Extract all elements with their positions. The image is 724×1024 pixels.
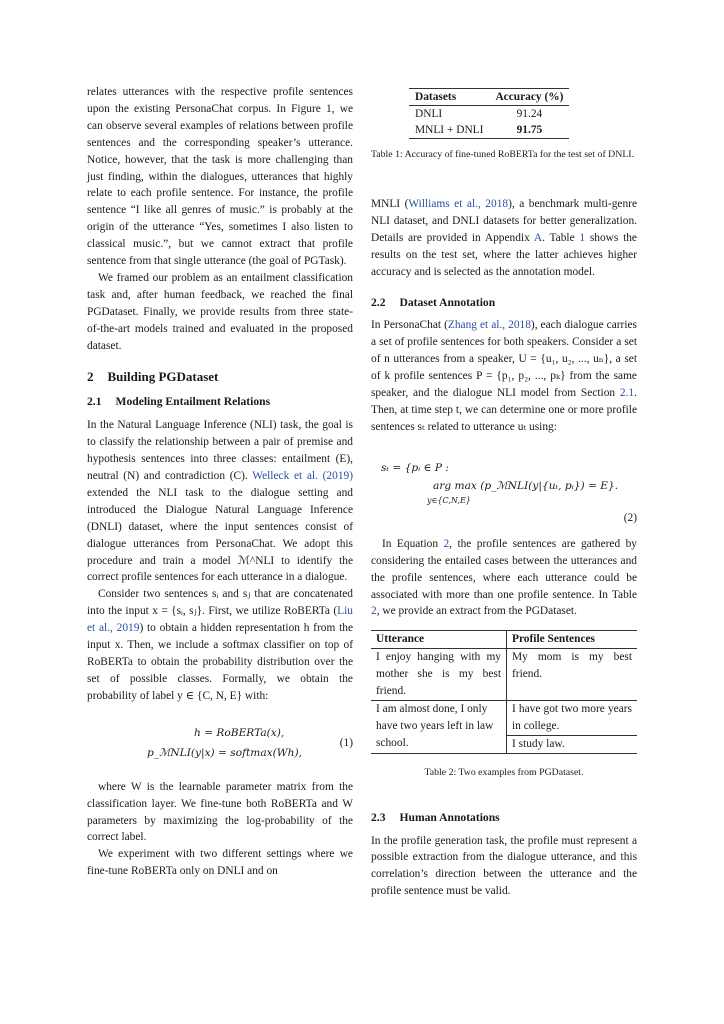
- text-run: ) to obtain a hidden representation h from the input x. Then, we include a softmax classifier on top of RoBERTa to obtain the probability distribution over the set of possible classes. Formally, we obtain the probability of label y ∈ {C, N, E} with:: [87, 622, 353, 702]
- equation-link[interactable]: 2: [443, 537, 450, 550]
- profile-cell: [507, 700, 638, 753]
- equation-line: p_ℳNLI(y|x) = softmax(Wh),: [147, 746, 302, 759]
- table-cell: DNLI: [415, 108, 443, 120]
- paragraph-roberta: [87, 586, 353, 704]
- subsection-number: 2.3: [371, 810, 386, 824]
- profile-cell: My mom is my best friend.: [507, 649, 638, 701]
- utterance-cell: [371, 700, 507, 753]
- table-header-cell: Accuracy (%): [489, 89, 569, 106]
- citation-link[interactable]: Liu et al., 2019: [87, 605, 353, 635]
- text-run: shows the results on the test set, where the latter achieves higher accuracy and is selected as the annotation model.: [371, 231, 637, 278]
- subsection-heading-2-2: [371, 295, 637, 312]
- table-row: [371, 700, 637, 753]
- equation-line: sₜ = {pᵢ ∈ P :: [381, 461, 449, 474]
- table-1-caption: Table 1: Accuracy of fine-tuned RoBERTa for the test set of DNLI.: [371, 149, 635, 160]
- table-link[interactable]: 2: [371, 605, 377, 618]
- utterance-cell: I enjoy hanging with my mother she is my best friend.: [371, 649, 507, 701]
- table-cell: 91.75: [489, 122, 569, 139]
- equation-line: h = RoBERTa(x),: [194, 726, 285, 739]
- subsection-title: Modeling Entailment Relations: [115, 395, 271, 409]
- text-run: In Equation: [382, 537, 444, 550]
- appendix-link[interactable]: A: [533, 231, 543, 244]
- text-run: In PersonaChat (: [371, 319, 448, 332]
- section-heading-2: [87, 369, 353, 386]
- table-header-cell: Utterance: [371, 631, 507, 649]
- equation-2: [371, 460, 637, 524]
- text-run: Consider two sentences sᵢ and sⱼ that are concatenated into the input x = {sᵢ, sⱼ}. First, we utilize RoBERTa (: [87, 588, 353, 618]
- text-run: extended the NLI task to the dialogue setting and introduced the Dialogue Natural Language Inference (DNLI) dataset, where the input sentences consist of dialogue utterances from PersonaChat. We adopt this procedure and train a model ℳ^NLI to identify the correct profile sentences for each utterance in a dialogue.: [87, 486, 353, 584]
- subsection-heading-2-1: [87, 394, 353, 411]
- table-header-row: [371, 631, 637, 649]
- profile-text: I study law.: [512, 737, 565, 750]
- text-run: . Then, at time step t, we can determine one or more profile sentences sₜ related to utterance uₜ using:: [371, 387, 637, 433]
- equation-number: (2): [623, 511, 637, 524]
- utterance-text: I am almost done, I only have two years left in law school.: [376, 702, 494, 749]
- paragraph-finetune: where W is the learnable parameter matrix from the classification layer. We fine-tune both RoBERTa and W parameters by maximizing the log-probability of the correct label.: [87, 780, 353, 844]
- paragraph-framing: We framed our problem as an entailment classification task and, after human feedback, we reached the final PGDataset. Finally, we provide results from three state-of-the-art models trained and evaluated in the proposed dataset.: [87, 271, 353, 352]
- subsection-number: 2.1: [87, 395, 102, 409]
- table-2-caption: Table 2: Two examples from PGDataset.: [424, 766, 584, 778]
- equation-number: (1): [339, 736, 353, 749]
- paragraph-intro: relates utterances with the respective profile sentences upon the existing PersonaChat corpus. In Figure 1, we can observe several examples of relations between profile sentences and the corresponding speaker’s utterance. Notice, however, that the task is more challenging than just finding, within the dialogues, utterances that highly relate to each profile sentence. For instance, the profile sentence “I like all genres of music.” is probably at the origin of the utterance “Yes, sometimes I also listen to classical music.”, but we cannot extract that profile sentence from that single utterance (the goal of PGTask).: [87, 86, 353, 268]
- subsection-title: Human Annotations: [399, 810, 500, 824]
- equation-subscript: y∈{C,N,E}: [427, 495, 471, 505]
- text-run: . Table: [542, 231, 580, 244]
- table-1: [409, 88, 569, 139]
- text-run: MNLI (: [371, 198, 409, 210]
- text-run: , the profile sentences are gathered by considering the entailed cases between the utterances and the profile sentences, where each utterance could be associated with more than one profile sentence. In Table: [371, 537, 637, 601]
- paragraph-equation-2: [371, 536, 637, 621]
- table-row: [371, 649, 637, 701]
- citation-link[interactable]: Welleck et al. (2019): [252, 470, 353, 483]
- profile-text: I have got two more years in college.: [507, 701, 637, 736]
- table-row: [409, 106, 569, 123]
- right-column: [371, 148, 637, 900]
- table-cell: 91.24: [516, 108, 543, 120]
- subsection-number: 2.2: [371, 295, 386, 309]
- left-column: [87, 84, 353, 880]
- table-cell: MNLI + DNLI: [409, 122, 489, 139]
- subsection-title: Dataset Annotation: [399, 295, 496, 309]
- paragraph-human-annotations: In the profile generation task, the profile must represent a possible extraction from the dialogue utterance, and this correlation’s direction between the utterance and the profile sentence must be valid.: [371, 834, 637, 898]
- table-header-cell: Datasets: [409, 89, 489, 106]
- paragraph-annotation: [371, 317, 637, 435]
- paragraph-settings: We experiment with two different settings where we fine-tune RoBERTa only on DNLI and on: [87, 848, 353, 878]
- text-run: In the Natural Language Inference (NLI) task, the goal is to classify the relationship between a pair of premise and hypothesis sentences into three classes: entailment (E), neutral (N) and contradiction (C).: [87, 419, 353, 483]
- section-link[interactable]: 2.1: [619, 387, 635, 400]
- section-number: 2: [87, 368, 94, 384]
- subsection-heading-2-3: [371, 810, 637, 827]
- paragraph-nli: [87, 417, 353, 586]
- table-link[interactable]: 1: [579, 231, 586, 244]
- paragraph-mnli: [371, 196, 637, 281]
- text-run: ), each dialogue carries a set of profile sentences for both speakers. Consider a set of n utterances from a speaker, U = {u₁, u₂, ..., uₙ}, a set of k profile sentences P = {p₁, p₂, ..., pₖ} from the same speaker, and the dialogue NLI model from Section: [371, 319, 637, 400]
- section-title: Building PGDataset: [107, 368, 219, 384]
- table-header-row: [409, 89, 569, 106]
- citation-link[interactable]: Williams et al., 2018: [408, 198, 509, 210]
- equation-line: arg max (p_ℳNLI(y|{uₜ, pᵢ}) = E}.: [433, 479, 619, 492]
- table-2: [371, 630, 637, 753]
- table-header-cell: Profile Sentences: [507, 631, 638, 649]
- equation-1: [87, 725, 353, 765]
- citation-link[interactable]: Zhang et al., 2018: [447, 319, 531, 332]
- table-row: [409, 122, 569, 139]
- text-run: , we provide an extract from the PGDataset.: [376, 605, 577, 618]
- text-run: ), a benchmark multi-genre NLI dataset, and DNLI datasets for better generalization. Details are provided in Appendix: [371, 198, 638, 244]
